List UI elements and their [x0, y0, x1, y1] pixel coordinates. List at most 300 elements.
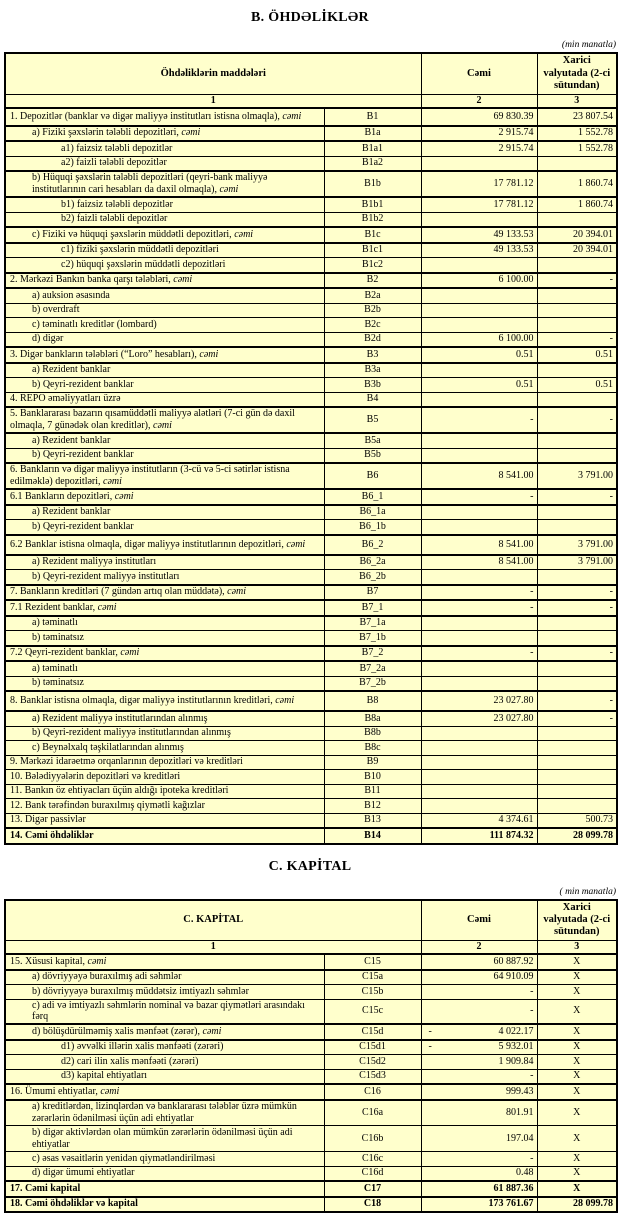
- row-foreign-value: X: [537, 1084, 617, 1100]
- table-row: [5, 392, 617, 407]
- row-total-value: [421, 1100, 537, 1126]
- row-code: B6_1: [324, 489, 421, 505]
- row-total-value: [421, 407, 537, 433]
- row-label-text: a) Fiziki şəxslərin tələbli depozitləri,: [32, 127, 181, 138]
- colnum-3: 3: [537, 94, 617, 108]
- row-label-text: 11. Bankın öz ehtiyacları üçün aldığı ipoteka kreditləri: [10, 785, 228, 796]
- row-label-text: b) digər aktivlərdən olan mümkün zərərlərin ödənilməsi üçün adi ehtiyatlar: [32, 1127, 292, 1150]
- row-foreign-value: [537, 318, 617, 333]
- row-label-text: 14. Cəmi öhdəliklər: [10, 830, 94, 841]
- row-label: [5, 570, 324, 585]
- row-total-value: [421, 303, 537, 318]
- row-label-text: a) Rezident banklar: [32, 364, 110, 375]
- row-code: B1c2: [324, 258, 421, 273]
- table-row: [5, 347, 617, 363]
- row-total-value: [421, 985, 537, 1000]
- table-row: [5, 303, 617, 318]
- row-label: [5, 347, 324, 363]
- table-row: [5, 273, 617, 289]
- row-label: [5, 463, 324, 489]
- table-row: [5, 646, 617, 662]
- row-foreign-value: [537, 505, 617, 520]
- table-row: [5, 1197, 617, 1213]
- row-label-text: 13. Digər passivlər: [10, 814, 86, 825]
- row-label: [5, 108, 324, 126]
- row-label: [5, 273, 324, 289]
- row-foreign-value: 23 807.54: [537, 108, 617, 126]
- row-label-text: b) Qeyri-rezident banklar: [32, 379, 134, 390]
- row-label: [5, 303, 324, 318]
- row-code: C16: [324, 1084, 421, 1100]
- row-label-text: b) Qeyri-rezident maliyyə institutları: [32, 571, 179, 582]
- liabilities-colnum-row: [5, 94, 617, 108]
- total-amount: -: [530, 1153, 533, 1164]
- row-foreign-value: 500.73: [537, 813, 617, 828]
- row-foreign-value: X: [537, 999, 617, 1024]
- total-amount: 5 932.01: [499, 1041, 534, 1052]
- row-total-value: [421, 676, 537, 691]
- row-code: B2b: [324, 303, 421, 318]
- total-amount: 17 781.12: [494, 178, 534, 189]
- row-total-value: [421, 661, 537, 676]
- row-code: B6_1a: [324, 505, 421, 520]
- row-label: [5, 1069, 324, 1084]
- colnum-3: 3: [537, 941, 617, 955]
- row-total-value: [421, 332, 537, 347]
- total-amount: 8 541.00: [499, 470, 534, 481]
- table-row: [5, 631, 617, 646]
- table-row: [5, 799, 617, 814]
- row-label-italic-suffix: cəmi: [173, 274, 192, 285]
- row-code: C15: [324, 954, 421, 970]
- total-amount: 4 374.61: [499, 814, 534, 825]
- capital-header-items: C. KAPİTAL: [5, 900, 421, 941]
- row-label-text: 5. Banklararası bazarın qısamüddətli maliyyə alətləri (7-ci gün də daxil olmaqla, 7 günədək olan kreditlər),: [10, 408, 295, 431]
- row-label: [5, 363, 324, 378]
- row-label: [5, 954, 324, 970]
- row-foreign-value: [537, 741, 617, 756]
- row-total-value: [421, 954, 537, 970]
- row-label: [5, 1040, 324, 1055]
- row-label: [5, 243, 324, 258]
- row-label-text: b) Hüquqi şəxslərin tələbli depozitləri (qeyri-bank maliyyə institutlarının cari hesabları da daxil olmaqla),: [32, 172, 267, 195]
- row-label: [5, 392, 324, 407]
- row-label: [5, 755, 324, 770]
- row-label: [5, 1197, 324, 1213]
- row-label: [5, 520, 324, 535]
- total-amount: 173 761.67: [489, 1198, 534, 1209]
- total-amount: 801.91: [506, 1107, 534, 1118]
- row-label: [5, 985, 324, 1000]
- row-foreign-value: -: [537, 332, 617, 347]
- row-code: B1c1: [324, 243, 421, 258]
- row-label: [5, 1100, 324, 1126]
- row-code: C16d: [324, 1166, 421, 1181]
- row-foreign-value: [537, 676, 617, 691]
- row-label-italic-suffix: cəmi: [234, 229, 253, 240]
- table-row: [5, 1126, 617, 1152]
- row-total-value: [421, 1024, 537, 1040]
- row-label-text: a) auksion əsasında: [32, 290, 110, 301]
- row-label: [5, 631, 324, 646]
- table-row: [5, 156, 617, 171]
- row-total-value: [421, 784, 537, 799]
- row-label: [5, 726, 324, 741]
- table-row: [5, 1152, 617, 1167]
- row-label-text: 10. Bələdiyyələrin depozitləri və kreditləri: [10, 771, 180, 782]
- row-code: B5: [324, 407, 421, 433]
- row-code: C15b: [324, 985, 421, 1000]
- row-total-value: [421, 156, 537, 171]
- total-amount: 4 022.17: [499, 1026, 534, 1037]
- total-amount: 64 910.09: [494, 971, 534, 982]
- row-code: B6: [324, 463, 421, 489]
- total-amount: -: [530, 414, 533, 425]
- row-label: [5, 691, 324, 711]
- total-amount: 111 874.32: [490, 830, 534, 841]
- row-label: [5, 1084, 324, 1100]
- row-code: B5a: [324, 433, 421, 448]
- row-foreign-value: [537, 520, 617, 535]
- table-row: [5, 108, 617, 126]
- row-label-text: 8. Banklar istisna olmaqla, digər maliyyə institutlarının kreditləri,: [10, 695, 275, 706]
- total-amount: -: [530, 986, 533, 997]
- row-foreign-value: [537, 363, 617, 378]
- capital-header-foreign: Xarici valyutada (2-ci sütundan): [537, 900, 617, 941]
- row-code: B2a: [324, 288, 421, 303]
- row-label-italic-suffix: cəmi: [282, 111, 301, 122]
- row-code: B5b: [324, 448, 421, 463]
- row-foreign-value: [537, 288, 617, 303]
- row-total-value: [421, 1181, 537, 1197]
- row-label-text: c) Beynəlxalq təşkilatlarından alınmış: [32, 742, 184, 753]
- row-label: [5, 616, 324, 631]
- table-row: [5, 954, 617, 970]
- row-label-text: c) Fiziki və hüquqi şəxslərin müddətli depozitləri,: [32, 229, 234, 240]
- table-row: [5, 212, 617, 227]
- total-amount: 23 027.80: [494, 695, 534, 706]
- row-total-value: [421, 227, 537, 243]
- table-row: [5, 1055, 617, 1070]
- row-total-value: [421, 600, 537, 616]
- table-row: [5, 318, 617, 333]
- row-code: B13: [324, 813, 421, 828]
- section-c-title: C. KAPİTAL: [0, 859, 620, 875]
- row-code: C15d2: [324, 1055, 421, 1070]
- row-label-text: 6. Bankların və digər maliyyə institutların (3-cü və 5-ci sətirlər istisna edilməklə) depozitləri,: [10, 464, 290, 487]
- row-foreign-value: [537, 303, 617, 318]
- row-label-text: 2. Mərkəzi Bankın banka qarşı tələbləri,: [10, 274, 173, 285]
- colnum-2: 2: [421, 94, 537, 108]
- total-amount: 2 915.74: [499, 127, 534, 138]
- row-label-italic-suffix: cəmi: [120, 647, 139, 658]
- row-foreign-value: X: [537, 1166, 617, 1181]
- table-row: [5, 197, 617, 212]
- row-total-value: [421, 318, 537, 333]
- total-amount: -: [530, 602, 533, 613]
- row-label: [5, 433, 324, 448]
- row-foreign-value: [537, 258, 617, 273]
- row-label: [5, 676, 324, 691]
- row-code: C15d3: [324, 1069, 421, 1084]
- row-foreign-value: 1 860.74: [537, 171, 617, 197]
- row-label-text: a) təminatlı: [32, 617, 78, 628]
- row-label: [5, 156, 324, 171]
- row-code: B1c: [324, 227, 421, 243]
- row-label: [5, 813, 324, 828]
- row-total-value: [421, 711, 537, 726]
- table-row: [5, 1024, 617, 1040]
- row-total-value: [421, 1069, 537, 1084]
- row-total-value: [421, 505, 537, 520]
- row-total-value: [421, 1126, 537, 1152]
- table-row: [5, 171, 617, 197]
- capital-table: [4, 899, 618, 1213]
- row-label-text: 1. Depozitlər (banklar və digər maliyyə institutları istisna olmaqla),: [10, 111, 282, 122]
- table-row: [5, 1100, 617, 1126]
- table-row: [5, 126, 617, 142]
- row-code: B6_1b: [324, 520, 421, 535]
- row-total-value: [421, 616, 537, 631]
- row-total-value: [421, 489, 537, 505]
- total-amount: 8 541.00: [499, 556, 534, 567]
- row-label-text: a) dövriyyəyə buraxılmış adi səhmlər: [32, 971, 181, 982]
- row-label: [5, 227, 324, 243]
- row-label-italic-suffix: cəmi: [88, 956, 107, 967]
- row-label-italic-suffix: cəmi: [103, 476, 122, 487]
- row-label-text: a) təminatlı: [32, 663, 78, 674]
- row-foreign-value: 0.51: [537, 378, 617, 393]
- row-foreign-value: [537, 570, 617, 585]
- row-total-value: [421, 770, 537, 785]
- row-label-text: c) adi və imtiyazlı səhmlərin nominal və bazar qiymətləri arasındakı fərq: [32, 1000, 305, 1023]
- row-code: C16b: [324, 1126, 421, 1152]
- row-total-value: [421, 1197, 537, 1213]
- table-row: [5, 520, 617, 535]
- total-amount: 0.48: [516, 1167, 534, 1178]
- row-code: B10: [324, 770, 421, 785]
- table-row: [5, 828, 617, 844]
- row-foreign-value: 3 791.00: [537, 555, 617, 570]
- total-amount: 0.51: [516, 349, 534, 360]
- row-label-text: 9. Mərkəzi idarəetmə orqanlarının depozitləri və kreditləri: [10, 756, 243, 767]
- row-code: B7_2b: [324, 676, 421, 691]
- section-c-unit-note: ( min manatla): [4, 887, 616, 897]
- row-foreign-value: [537, 770, 617, 785]
- row-foreign-value: X: [537, 1100, 617, 1126]
- row-label: [5, 646, 324, 662]
- row-code: B1a2: [324, 156, 421, 171]
- row-label: [5, 258, 324, 273]
- row-code: B1: [324, 108, 421, 126]
- row-total-value: [421, 726, 537, 741]
- table-row: [5, 970, 617, 985]
- row-total-value: [421, 448, 537, 463]
- row-total-value: [421, 741, 537, 756]
- table-row: [5, 378, 617, 393]
- row-total-value: [421, 631, 537, 646]
- table-row: [5, 1181, 617, 1197]
- row-foreign-value: 1 552.78: [537, 126, 617, 142]
- row-label-text: b) Qeyri-rezident maliyyə institutlarından alınmış: [32, 727, 231, 738]
- row-code: B2d: [324, 332, 421, 347]
- row-label: [5, 555, 324, 570]
- row-label-text: a) Rezident maliyyə institutlarından alınmış: [32, 713, 208, 724]
- table-row: [5, 463, 617, 489]
- row-label-italic-suffix: cəmi: [181, 127, 200, 138]
- row-total-value: [421, 363, 537, 378]
- row-label-text: b2) faizli tələbli depozitlər: [61, 213, 167, 224]
- row-code: C17: [324, 1181, 421, 1197]
- row-code: B9: [324, 755, 421, 770]
- row-total-value: [421, 347, 537, 363]
- row-label: [5, 318, 324, 333]
- total-amount: 23 027.80: [494, 713, 534, 724]
- total-amount: 60 887.92: [494, 956, 534, 967]
- row-foreign-value: X: [537, 1024, 617, 1040]
- row-foreign-value: 1 860.74: [537, 197, 617, 212]
- row-code: B8c: [324, 741, 421, 756]
- negative-sign: -: [425, 1026, 432, 1038]
- table-row: [5, 676, 617, 691]
- row-foreign-value: [537, 212, 617, 227]
- row-label: [5, 799, 324, 814]
- table-row: [5, 741, 617, 756]
- row-code: B1b1: [324, 197, 421, 212]
- row-label: [5, 407, 324, 433]
- row-foreign-value: 0.51: [537, 347, 617, 363]
- table-row: [5, 288, 617, 303]
- row-label-text: 6.2 Banklar istisna olmaqla, digər maliyyə institutlarının depozitləri,: [10, 539, 286, 550]
- row-code: B6_2: [324, 535, 421, 555]
- table-row: [5, 243, 617, 258]
- row-code: B3a: [324, 363, 421, 378]
- row-code: B14: [324, 828, 421, 844]
- row-code: C15d1: [324, 1040, 421, 1055]
- row-total-value: [421, 108, 537, 126]
- table-row: [5, 505, 617, 520]
- table-row: [5, 363, 617, 378]
- row-label-text: a) kreditlərdən, lizinqlərdən və banklararası tələblər üzrə mümkün zərərlərin ödənilməsi üçün adi ehtiyatlar: [32, 1101, 297, 1124]
- total-amount: 49 133.53: [494, 244, 534, 255]
- table-row: [5, 691, 617, 711]
- table-row: [5, 448, 617, 463]
- capital-header-total: Cəmi: [421, 900, 537, 941]
- row-total-value: [421, 273, 537, 289]
- row-total-value: [421, 646, 537, 662]
- row-label: [5, 1055, 324, 1070]
- capital-header-row: [5, 900, 617, 941]
- row-total-value: [421, 433, 537, 448]
- row-label: [5, 970, 324, 985]
- table-row: [5, 535, 617, 555]
- row-code: B6_2b: [324, 570, 421, 585]
- row-label-italic-suffix: cəmi: [286, 539, 305, 550]
- table-row: [5, 570, 617, 585]
- row-total-value: [421, 1040, 537, 1055]
- row-label: [5, 661, 324, 676]
- row-foreign-value: [537, 616, 617, 631]
- colnum-1: 1: [5, 94, 421, 108]
- row-label-italic-suffix: cəmi: [227, 586, 246, 597]
- row-label-text: 16. Ümumi ehtiyatlar,: [10, 1086, 100, 1097]
- negative-sign: -: [425, 1041, 432, 1053]
- row-label-text: 12. Bank tərəfindən buraxılmış qiymətli kağızlar: [10, 800, 205, 811]
- row-label-italic-suffix: cəmi: [219, 184, 238, 195]
- table-row: [5, 585, 617, 601]
- row-label: [5, 489, 324, 505]
- row-label: [5, 288, 324, 303]
- total-amount: 61 887.36: [494, 1183, 534, 1194]
- row-label: [5, 1024, 324, 1040]
- row-label: [5, 600, 324, 616]
- row-label-text: c2) hüquqi şəxslərin müddətli depozitləri: [61, 259, 225, 270]
- row-total-value: [421, 970, 537, 985]
- table-row: [5, 784, 617, 799]
- row-label: [5, 741, 324, 756]
- row-foreign-value: 1 552.78: [537, 141, 617, 156]
- row-total-value: [421, 813, 537, 828]
- row-foreign-value: [537, 661, 617, 676]
- row-foreign-value: X: [537, 970, 617, 985]
- section-b-unit-note: (min manatla): [4, 40, 616, 50]
- row-label-italic-suffix: cəmi: [98, 602, 117, 613]
- row-label: [5, 141, 324, 156]
- row-label-text: d) digər: [32, 333, 63, 344]
- row-foreign-value: -: [537, 489, 617, 505]
- row-foreign-value: [537, 156, 617, 171]
- row-foreign-value: X: [537, 985, 617, 1000]
- row-total-value: [421, 799, 537, 814]
- row-label: [5, 711, 324, 726]
- row-label-text: c) əsas vəsaitlərin yenidən qiymətləndirilməsi: [32, 1153, 215, 1164]
- row-label-italic-suffix: cəmi: [153, 420, 172, 431]
- row-total-value: [421, 212, 537, 227]
- table-row: [5, 1166, 617, 1181]
- table-row: [5, 258, 617, 273]
- row-code: C18: [324, 1197, 421, 1213]
- total-amount: 1 909.84: [499, 1056, 534, 1067]
- row-code: B1b2: [324, 212, 421, 227]
- table-row: [5, 999, 617, 1024]
- row-foreign-value: -: [537, 585, 617, 601]
- row-code: B1a1: [324, 141, 421, 156]
- row-foreign-value: [537, 433, 617, 448]
- row-label-text: a) Rezident banklar: [32, 506, 110, 517]
- row-code: B1a: [324, 126, 421, 142]
- row-label: [5, 378, 324, 393]
- row-label: [5, 1181, 324, 1197]
- row-foreign-value: [537, 631, 617, 646]
- row-code: B8b: [324, 726, 421, 741]
- row-total-value: [421, 1166, 537, 1181]
- row-code: B6_2a: [324, 555, 421, 570]
- row-label-text: a) Rezident banklar: [32, 435, 110, 446]
- row-code: B2: [324, 273, 421, 289]
- row-label-text: a) Rezident maliyyə institutları: [32, 556, 156, 567]
- liabilities-table: [4, 52, 618, 845]
- row-label-text: 7. Bankların kreditləri (7 gündən artıq olan müddətə),: [10, 586, 227, 597]
- row-code: C16c: [324, 1152, 421, 1167]
- row-label-text: d2) cari ilin xalis mənfəəti (zərəri): [61, 1056, 198, 1067]
- liabilities-header-items: Öhdəliklərin maddələri: [5, 53, 421, 94]
- total-amount: -: [530, 1005, 533, 1016]
- row-total-value: [421, 828, 537, 844]
- row-label-text: b1) faizsiz tələbli depozitlər: [61, 199, 173, 210]
- row-total-value: [421, 171, 537, 197]
- total-amount: 197.04: [506, 1133, 534, 1144]
- row-total-value: [421, 1084, 537, 1100]
